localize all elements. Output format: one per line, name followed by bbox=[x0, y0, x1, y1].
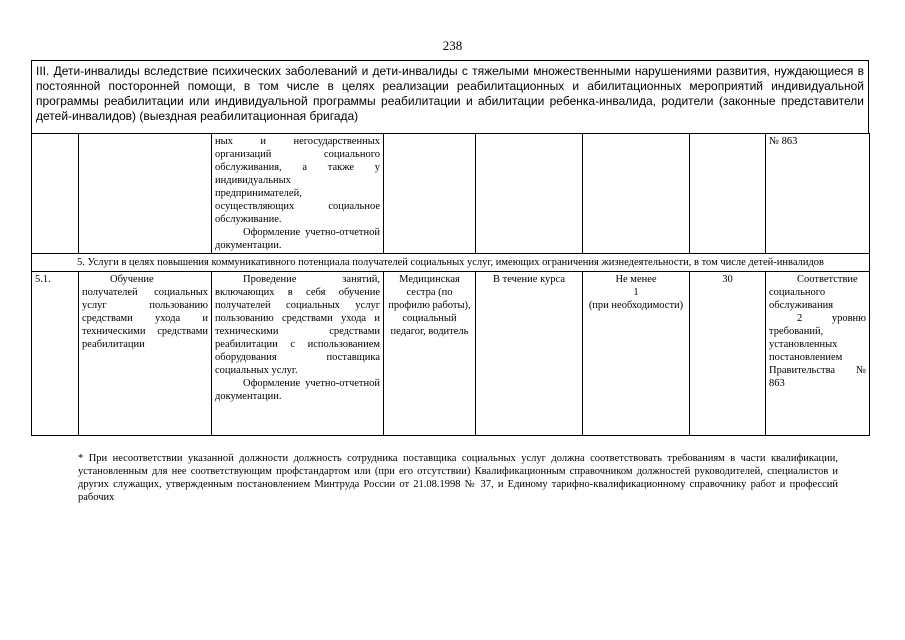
service-cell bbox=[79, 272, 212, 436]
frequency-text-2: 1 bbox=[633, 287, 639, 298]
number-cell bbox=[32, 134, 79, 254]
subsection-row bbox=[32, 254, 870, 272]
service-cell bbox=[79, 134, 212, 254]
standard-text-1: Соответствие социального обслуживания bbox=[769, 274, 858, 311]
frequency-cell bbox=[583, 134, 690, 254]
duration-cell bbox=[690, 134, 766, 254]
content-cell bbox=[212, 134, 384, 254]
staff-cell: Медицинская сестра (по профилю работы), социальный педагог, водитель bbox=[384, 272, 476, 436]
page-number: 238 bbox=[442, 38, 463, 53]
content-doc-text: Оформление учетно-отчетной документации. bbox=[215, 227, 380, 251]
period-cell: В течение курса bbox=[476, 272, 583, 436]
staff-cell bbox=[384, 134, 476, 254]
service-text: Обучение получателей социальных услуг пользованию средствами ухода и техническими средствами реабилитации bbox=[82, 274, 208, 350]
standard-cell: № 863 bbox=[766, 134, 870, 254]
frequency-text-3: (при необходимости) bbox=[588, 300, 684, 311]
content-text: ных и негосударственных организаций социального обслуживания, а также у индивидуальных предпринимателей, осуществляющих социальное обслуживание. bbox=[215, 136, 380, 225]
standard-cell bbox=[766, 272, 870, 436]
duration-cell: 30 bbox=[690, 272, 766, 436]
services-table bbox=[31, 133, 870, 436]
content-cell bbox=[212, 272, 384, 436]
table-row bbox=[32, 272, 870, 436]
content-doc-text: Оформление учетно-отчетной документации. bbox=[215, 378, 380, 402]
content-text: Проведение занятий, включающих в себя обучение получателей социальных услуг пользованию средствами ухода и техническими средствами реабилитации с использованием оборудования поставщика социальных услуг. bbox=[215, 274, 380, 376]
footnote: * При несоответствии указанной должности должность сотрудника поставщика социальных услуг должна соответствовать требованиям в части квалификации, установленным для нее соответствующим профстандартом или (при его отсутствии) Квалификационным справочником должностей руководителей, специалистов и других служащих, утвержденным постановлением Минтруда России от 21.08.1998 № 37, и Единому тарифно-квалификационному справочнику работ и профессий рабочих bbox=[78, 453, 838, 503]
number-cell: 5.1. bbox=[32, 272, 79, 436]
standard-text-2: 2 уровню требований, установленных постановлением Правительства № 863 bbox=[769, 313, 866, 389]
table-row bbox=[32, 134, 870, 254]
frequency-text-1: Не менее bbox=[615, 274, 657, 285]
section-heading: III. Дети-инвалиды вследствие психических заболеваний и дети-инвалиды с тяжелыми множественными нарушениями развития, нуждающиеся в постоянной посторонней помощи, в том числе в целях реализации реабилитационных и абилитационных мероприятий индивидуальной программы реабилитации или индивидуальной программы реабилитации и абилитации ребенка-инвалида, родители (законные представители детей-инвалидов) (выездная реабилитационная бригада) bbox=[31, 60, 869, 134]
period-cell bbox=[476, 134, 583, 254]
subsection-heading: 5. Услуги в целях повышения коммуникативного потенциала получателей социальных услуг, имеющих ограничения жизнедеятельности, в том числе детей-инвалидов bbox=[32, 254, 870, 272]
frequency-cell bbox=[583, 272, 690, 436]
